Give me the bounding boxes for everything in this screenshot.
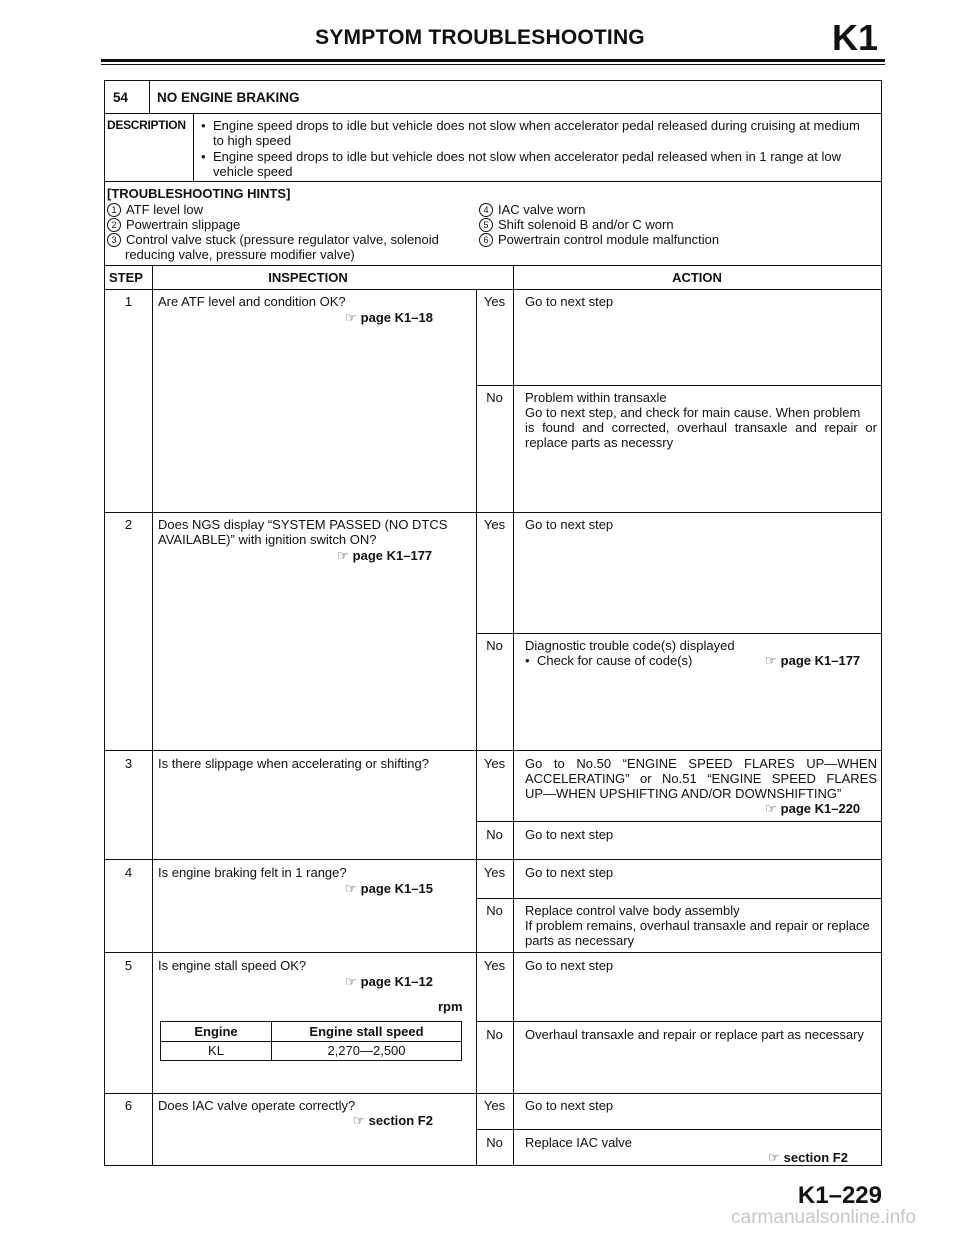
action-text: Go to next step (525, 827, 614, 842)
stall-speed-table (160, 1021, 462, 1061)
divider (476, 898, 881, 899)
divider (105, 1093, 881, 1094)
reference: ☞ page K1–12 (345, 974, 433, 989)
reference: ☞ page K1–18 (345, 310, 433, 325)
inspection-text: Is there slippage when accelerating or shifting? (158, 756, 429, 771)
divider (105, 113, 881, 114)
page-title: SYMPTOM TROUBLESHOOTING (315, 26, 645, 49)
action-text: Replace IAC valve (525, 1135, 632, 1150)
no-label: No (486, 638, 503, 653)
pointing-hand-icon: ☞ (345, 310, 357, 325)
divider (476, 821, 881, 822)
step-number: 4 (124, 865, 133, 880)
pointing-hand-icon: ☞ (353, 1113, 365, 1128)
reference: ☞ page K1–15 (345, 881, 433, 896)
header-rule-thin (101, 64, 885, 65)
spec-header-engine: Engine (194, 1024, 238, 1039)
description-label: DESCRIPTION (107, 118, 186, 132)
no-label: No (486, 390, 503, 405)
action-text: is found and corrected, overhaul transaxle and repair or (525, 420, 877, 435)
action-text: Go to No.50 “ENGINE SPEED FLARES UP—WHEN (525, 756, 877, 771)
header-step: STEP (109, 270, 143, 285)
divider (476, 1129, 881, 1130)
symptom-number: 54 (113, 90, 129, 105)
action-text: UP—WHEN UPSHIFTING AND/OR DOWNSHIFTING” (525, 786, 842, 801)
hints-heading: [TROUBLESHOOTING HINTS] (107, 186, 291, 201)
divider (105, 859, 881, 860)
yes-label: Yes (483, 294, 506, 309)
yes-label: Yes (483, 958, 506, 973)
action-text: Overhaul transaxle and repair or replace part as necessary (525, 1027, 864, 1042)
divider (105, 265, 881, 266)
reference: ☞ page K1–177 (765, 653, 861, 668)
yes-label: Yes (483, 1098, 506, 1113)
action-text: ACCELERATING” or No.51 “ENGINE SPEED FLARES (525, 771, 877, 786)
step-number: 2 (124, 517, 133, 532)
reference: ☞ section F2 (353, 1113, 433, 1128)
header-inspection: INSPECTION (268, 270, 348, 285)
hint-item: 6 Powertrain control module malfunction (479, 232, 719, 248)
page-number: K1–229 (797, 1182, 882, 1209)
troubleshooting-table (104, 80, 882, 1166)
inspection-text: Are ATF level and condition OK? (158, 294, 346, 309)
divider (105, 289, 881, 290)
action-text: Replace control valve body assembly (525, 903, 740, 918)
action-text: Diagnostic trouble code(s) displayed (525, 638, 735, 653)
action-text: Go to next step (525, 294, 614, 309)
step-number: 3 (124, 756, 133, 771)
divider (105, 750, 881, 751)
description-line: to high speed (213, 133, 292, 148)
action-bullet: • (525, 653, 530, 668)
action-text: Go to next step (525, 865, 614, 880)
inspection-text: Does NGS display “SYSTEM PASSED (NO DTCS (158, 517, 448, 532)
no-label: No (486, 827, 503, 842)
action-text: Problem within transaxle (525, 390, 667, 405)
hint-item: 2 Powertrain slippage (107, 217, 240, 233)
spec-header-stall-speed: Engine stall speed (309, 1024, 424, 1039)
hint-item-continuation: reducing valve, pressure modifier valve) (125, 247, 355, 262)
pointing-hand-icon: ☞ (337, 548, 349, 563)
description-line: Engine speed drops to idle but vehicle does not slow when accelerator pedal released during cruising at medium (213, 118, 860, 133)
description-bullet-2: • (201, 149, 206, 164)
step-number: 1 (124, 294, 133, 309)
divider (149, 81, 150, 113)
description-line: Engine speed drops to idle but vehicle does not slow when accelerator pedal released when in 1 range at low (213, 149, 842, 164)
no-label: No (486, 1135, 503, 1150)
watermark: carmanualsonline.info (731, 1207, 916, 1228)
column-line-action (513, 265, 514, 1165)
description-line: vehicle speed (213, 164, 293, 179)
spec-cell-engine: KL (208, 1043, 224, 1058)
pointing-hand-icon: ☞ (345, 881, 357, 896)
divider (105, 181, 881, 182)
pointing-hand-icon: ☞ (768, 1150, 780, 1165)
pointing-hand-icon: ☞ (765, 653, 777, 668)
header-action: ACTION (672, 270, 722, 285)
action-text: Go to next step (525, 517, 614, 532)
inspection-text: AVAILABLE)” with ignition switch ON? (158, 532, 377, 547)
inspection-text: Is engine braking felt in 1 range? (158, 865, 347, 880)
yes-label: Yes (483, 756, 506, 771)
yes-label: Yes (483, 865, 506, 880)
action-text: Check for cause of code(s) (537, 653, 693, 668)
action-text: If problem remains, overhaul transaxle and repair or replace (525, 918, 870, 933)
action-text: Go to next step, and check for main cause. When problem (525, 405, 861, 420)
action-text: replace parts as necessry (525, 435, 674, 450)
action-text: Go to next step (525, 1098, 614, 1113)
step-number: 6 (124, 1098, 133, 1113)
description-bullet-1: • (201, 118, 206, 133)
section-code: K1 (831, 17, 878, 58)
divider (476, 633, 881, 634)
divider (105, 512, 881, 513)
inspection-text: Is engine stall speed OK? (158, 958, 307, 973)
action-text: Go to next step (525, 958, 614, 973)
step-number: 5 (124, 958, 133, 973)
hint-item: 4 IAC valve worn (479, 202, 585, 218)
spec-cell-stall-speed: 2,270—2,500 (327, 1043, 406, 1058)
reference: ☞ section F2 (768, 1150, 848, 1165)
no-label: No (486, 1027, 503, 1042)
inspection-text: Does IAC valve operate correctly? (158, 1098, 356, 1113)
symptom-title: NO ENGINE BRAKING (157, 90, 300, 105)
reference: ☞ page K1–220 (765, 801, 861, 816)
hint-item: 3 Control valve stuck (pressure regulator valve, solenoid (107, 232, 439, 248)
yes-label: Yes (483, 517, 506, 532)
divider (476, 385, 881, 386)
pointing-hand-icon: ☞ (345, 974, 357, 989)
header-rule (101, 59, 885, 62)
divider (105, 952, 881, 953)
action-text: parts as necessary (525, 933, 635, 948)
column-line-step (152, 265, 153, 1165)
unit-label: rpm (438, 999, 463, 1014)
hint-item: 1 ATF level low (107, 202, 203, 218)
pointing-hand-icon: ☞ (765, 801, 777, 816)
divider (193, 113, 194, 181)
divider (476, 1021, 881, 1022)
no-label: No (486, 903, 503, 918)
reference: ☞ page K1–177 (337, 548, 433, 563)
hint-item: 5 Shift solenoid B and/or C worn (479, 217, 674, 233)
